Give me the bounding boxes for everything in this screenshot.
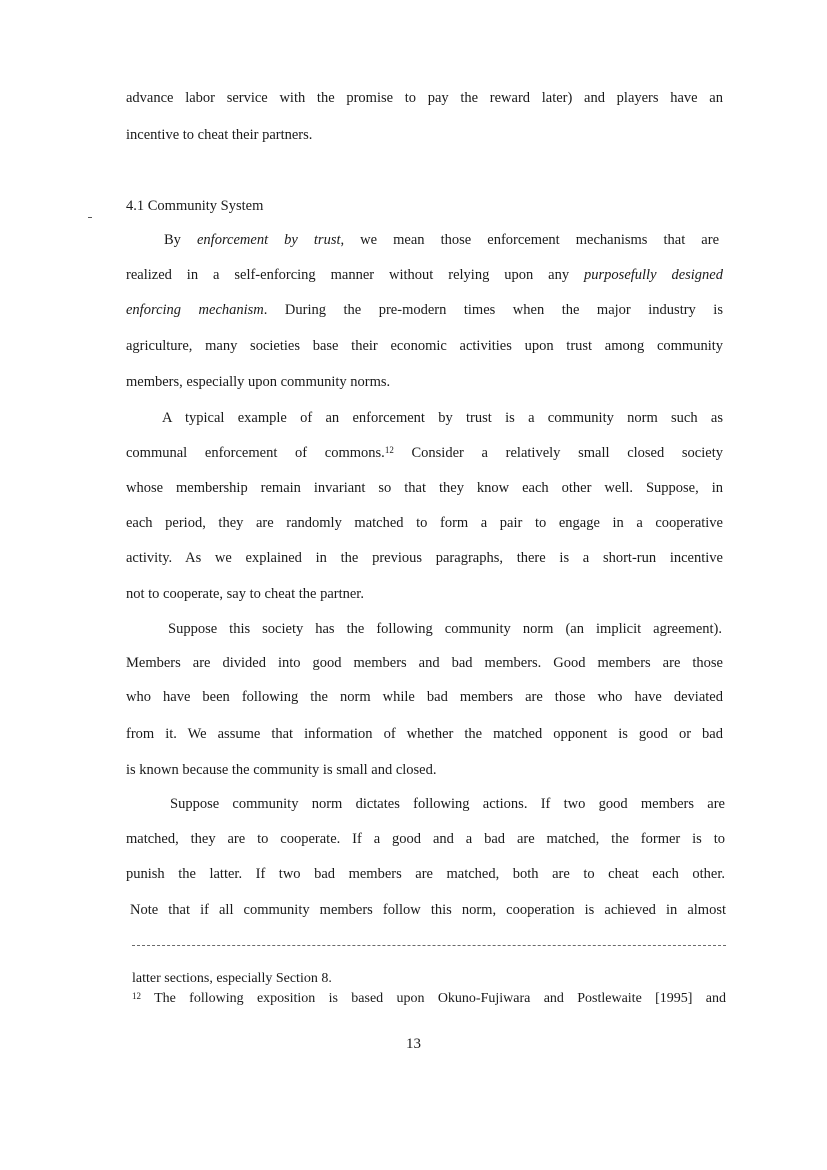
paragraph-2-line-5: activity. As we explained in the previous paragraphs, there is a short-run incentive xyxy=(126,550,723,566)
paragraph-3-line-4: from it. We assume that information of whether the matched opponent is good or bad xyxy=(126,726,723,742)
footnote-ref-12[interactable]: 12 xyxy=(384,445,394,455)
paragraph-3-line-3: who have been following the norm while bad members are those who have deviated xyxy=(126,689,723,705)
margin-mark xyxy=(88,217,92,218)
paragraph-2-line-1: A typical example of an enforcement by trust is a community norm such as xyxy=(162,410,723,426)
footnote-12: $^{12}$ The following exposition is based upon Okuno-Fujiwara and Postlewaite [1995] and xyxy=(132,991,726,1006)
paragraph-4-line-2: matched, they are to cooperate. If a good and a bad are matched, the former is to xyxy=(126,831,725,847)
footnote-12-marker: 12 xyxy=(132,991,141,1001)
paragraph-1-line-3: enforcing mechanism. During the pre-modern times when the major industry is xyxy=(126,302,723,318)
paragraph-4-line-3: punish the latter. If two bad members are matched, both are to cheat each other. xyxy=(126,866,725,882)
paragraph-1-line-2: realized in a self-enforcing manner without relying upon any purposefully designed xyxy=(126,267,723,283)
paragraph-2-line-3: whose membership remain invariant so that they know each other well. Suppose, in xyxy=(126,480,723,496)
paragraph-2-line-2: communal enforcement of commons.$^{12}$ Consider a relatively small closed society xyxy=(126,445,723,461)
paragraph-1-line-5: members, especially upon community norms. xyxy=(126,374,391,390)
intro-line-2: incentive to cheat their partners. xyxy=(126,127,313,143)
intro-line-1: advance labor service with the promise to pay the reward later) and players have an xyxy=(126,90,723,106)
paragraph-3-line-1: Suppose this society has the following community norm (an implicit agreement). xyxy=(168,621,722,637)
paragraph-2-line-6: not to cooperate, say to cheat the partner. xyxy=(126,586,364,602)
footnote-continued: latter sections, especially Section 8. xyxy=(132,971,332,986)
paragraph-2-line-4: each period, they are randomly matched to form a pair to engage in a cooperative xyxy=(126,515,723,531)
paragraph-1-line-4: agriculture, many societies base their economic activities upon trust among community xyxy=(126,338,723,354)
paragraph-1-line-1: By enforcement by trust, we mean those enforcement mechanisms that are xyxy=(164,232,720,248)
page-number: 13 xyxy=(406,1036,421,1052)
paragraph-4-line-1: Suppose community norm dictates following actions. If two good members are xyxy=(170,796,725,812)
footnote-separator xyxy=(132,945,726,946)
paragraph-3-line-2: Members are divided into good members and bad members. Good members are those xyxy=(126,655,723,671)
paragraph-4-line-4: Note that if all community members follow this norm, cooperation is achieved in almost xyxy=(130,902,726,918)
paragraph-3-line-5: is known because the community is small and closed. xyxy=(126,762,437,778)
section-heading: 4.1 Community System xyxy=(126,198,264,214)
